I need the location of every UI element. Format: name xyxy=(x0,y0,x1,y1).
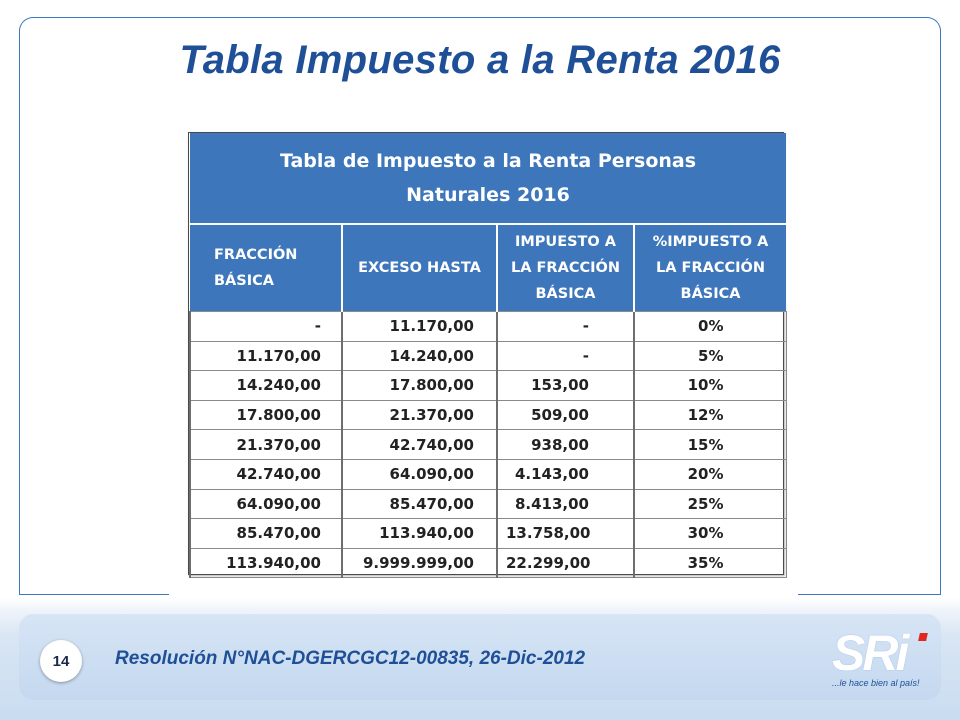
cell-porcentaje: 30% xyxy=(634,519,786,549)
cell-impuesto-fraccion: 8.413,00 xyxy=(497,489,634,519)
cell-impuesto-fraccion: 938,00 xyxy=(497,430,634,460)
cell-porcentaje: 10% xyxy=(634,371,786,401)
table-row xyxy=(190,548,786,578)
cell-porcentaje: 20% xyxy=(634,459,786,489)
tax-table xyxy=(189,133,787,578)
cell-impuesto-fraccion: 153,00 xyxy=(497,371,634,401)
cell-fraccion-basica: 21.370,00 xyxy=(190,430,342,460)
header-line: BÁSICA xyxy=(535,286,596,302)
cell-exceso-hasta: 113.940,00 xyxy=(342,519,497,549)
slide-title: Tabla Impuesto a la Renta 2016 xyxy=(179,38,781,82)
header-impuesto-fraccion xyxy=(497,224,634,312)
cell-exceso-hasta: 14.240,00 xyxy=(342,341,497,371)
cell-impuesto-fraccion: - xyxy=(497,341,634,371)
header-line: LA FRACCIÓN xyxy=(656,260,765,276)
cell-fraccion-basica: - xyxy=(190,312,342,342)
table-row xyxy=(190,459,786,489)
header-line: FRACCIÓN xyxy=(214,247,298,263)
sri-logo-red-mark xyxy=(918,633,928,641)
header-exceso-hasta xyxy=(342,224,497,312)
table-caption-row xyxy=(190,133,786,224)
sri-logo-text: SRi xyxy=(832,625,907,681)
table-caption-line2: Naturales 2016 xyxy=(406,184,570,206)
sri-logo-tagline: ...le hace bien al país! xyxy=(832,678,920,688)
table-row xyxy=(190,519,786,549)
cell-porcentaje: 25% xyxy=(634,489,786,519)
cell-porcentaje: 0% xyxy=(634,312,786,342)
table-header-row xyxy=(190,224,786,312)
cell-impuesto-fraccion: 4.143,00 xyxy=(497,459,634,489)
cell-fraccion-basica: 113.940,00 xyxy=(190,548,342,578)
cell-porcentaje: 15% xyxy=(634,430,786,460)
header-fraccion-basica xyxy=(190,224,342,312)
cell-impuesto-fraccion: 509,00 xyxy=(497,400,634,430)
table-row xyxy=(190,312,786,342)
header-line: EXCESO HASTA xyxy=(358,260,481,276)
cell-exceso-hasta: 42.740,00 xyxy=(342,430,497,460)
cell-exceso-hasta: 9.999.999,00 xyxy=(342,548,497,578)
cell-impuesto-fraccion: 13.758,00 xyxy=(497,519,634,549)
table-caption xyxy=(190,133,786,224)
page-number-badge: 14 xyxy=(40,640,82,682)
header-line: LA FRACCIÓN xyxy=(511,260,620,276)
cell-exceso-hasta: 17.800,00 xyxy=(342,371,497,401)
cell-fraccion-basica: 17.800,00 xyxy=(190,400,342,430)
cell-fraccion-basica: 64.090,00 xyxy=(190,489,342,519)
cell-porcentaje: 5% xyxy=(634,341,786,371)
cell-fraccion-basica: 11.170,00 xyxy=(190,341,342,371)
table-row xyxy=(190,430,786,460)
table-row xyxy=(190,341,786,371)
tax-table-image xyxy=(188,132,784,575)
header-line: %IMPUESTO A xyxy=(652,234,769,250)
header-porcentaje-impuesto xyxy=(634,224,786,312)
cell-porcentaje: 35% xyxy=(634,548,786,578)
frame-divider-right xyxy=(798,594,941,595)
cell-exceso-hasta: 64.090,00 xyxy=(342,459,497,489)
resolution-reference: Resolución N°NAC-DGERCGC12-00835, 26-Dic-2012 xyxy=(115,648,586,669)
cell-fraccion-basica: 85.470,00 xyxy=(190,519,342,549)
cell-exceso-hasta: 11.170,00 xyxy=(342,312,497,342)
cell-fraccion-basica: 42.740,00 xyxy=(190,459,342,489)
sri-logo xyxy=(832,625,942,694)
header-line: BÁSICA xyxy=(214,273,274,289)
cell-impuesto-fraccion: 22.299,00 xyxy=(497,548,634,578)
header-line: BÁSICA xyxy=(680,286,741,302)
header-line: IMPUESTO A xyxy=(514,234,617,250)
table-caption-line1: Tabla de Impuesto a la Renta Personas xyxy=(279,150,697,172)
cell-fraccion-basica: 14.240,00 xyxy=(190,371,342,401)
frame-divider-left xyxy=(19,594,169,595)
cell-exceso-hasta: 85.470,00 xyxy=(342,489,497,519)
cell-impuesto-fraccion: - xyxy=(497,312,634,342)
table-row xyxy=(190,400,786,430)
cell-porcentaje: 12% xyxy=(634,400,786,430)
table-row xyxy=(190,371,786,401)
cell-exceso-hasta: 21.370,00 xyxy=(342,400,497,430)
table-row xyxy=(190,489,786,519)
